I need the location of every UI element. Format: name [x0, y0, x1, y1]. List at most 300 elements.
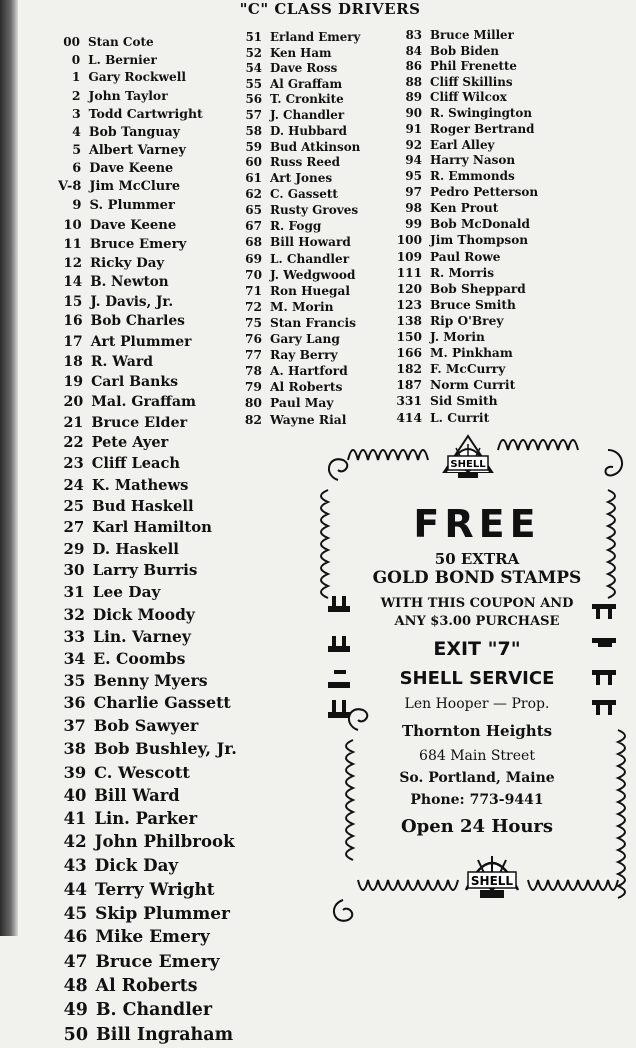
driver-name: C. Wescott [94, 762, 190, 782]
coupon-condition: WITH THIS COUPON AND [380, 596, 574, 611]
driver-name: M. Pinkham [430, 345, 513, 360]
driver-name: Bruce Emery [95, 951, 220, 972]
driver-row [40, 761, 237, 784]
driver-name: Todd Cartwright [88, 105, 203, 121]
driver-name: John Taylor [88, 87, 168, 103]
driver-row [40, 925, 237, 949]
driver-row [40, 332, 237, 352]
car-number: 67 [245, 218, 262, 233]
station-name: SHELL SERVICE [399, 668, 555, 689]
car-number: 123 [396, 297, 422, 312]
stamps-count: 50 EXTRA [434, 550, 520, 568]
driver-row [232, 331, 360, 347]
driver-name: R. Emmonds [430, 169, 515, 184]
car-number: 182 [396, 361, 422, 376]
driver-name: R. Swingington [430, 106, 533, 121]
driver-row [232, 124, 360, 140]
street-address: 684 Main Street [419, 748, 535, 764]
car-number: 44 [63, 878, 87, 899]
car-number: 5 [72, 142, 82, 158]
driver-name: R. Ward [90, 354, 154, 370]
driver-name: Paul May [270, 395, 334, 411]
driver-row [40, 273, 237, 293]
driver-row [392, 59, 538, 75]
driver-name: Dave Keene [89, 160, 174, 176]
purchase-condition: ANY $3.00 PURCHASE [394, 614, 560, 629]
car-number: 50 [63, 1025, 88, 1045]
car-number: 51 [245, 30, 262, 44]
car-number: 2 [71, 87, 81, 103]
exit-label: EXIT "7" [433, 638, 521, 660]
car-number: 20 [63, 394, 84, 411]
driver-name: Al Roberts [95, 975, 198, 996]
driver-name: F. McCurry [430, 361, 506, 376]
car-number: 98 [405, 200, 422, 215]
driver-name: Pedro Petterson [430, 184, 539, 199]
driver-row [40, 901, 237, 925]
car-number: 24 [63, 477, 84, 494]
car-number: 43 [63, 854, 87, 875]
driver-row [40, 582, 237, 604]
driver-row [40, 372, 237, 392]
car-number: 00 [63, 35, 80, 49]
driver-name: Art Plummer [90, 334, 192, 350]
driver-row [232, 77, 360, 93]
car-number: 52 [245, 45, 262, 60]
car-number: 88 [405, 74, 422, 89]
driver-name: J. Wedgwood [270, 267, 356, 282]
driver-row [40, 197, 237, 216]
driver-row [392, 410, 538, 426]
car-number: 27 [63, 518, 85, 537]
car-number: 138 [396, 313, 422, 328]
driver-row [232, 235, 360, 251]
driver-row [392, 345, 538, 361]
car-number: 35 [63, 671, 86, 690]
car-number: 414 [396, 409, 422, 425]
driver-name: Bob Biden [430, 43, 499, 58]
driver-row [392, 44, 538, 60]
driver-name: Earl Alley [430, 137, 495, 152]
driver-name: Bud Atkinson [270, 139, 361, 154]
driver-name: Jim McClure [89, 179, 181, 194]
driver-row [232, 140, 360, 156]
driver-row [40, 974, 237, 999]
driver-row [40, 670, 237, 692]
driver-row [40, 413, 237, 434]
driver-row [40, 392, 237, 412]
car-number: 21 [63, 414, 84, 431]
driver-name: B. Chandler [95, 1000, 213, 1021]
car-number: 80 [244, 395, 262, 411]
car-number: 22 [63, 434, 84, 452]
driver-name: L. Bernier [88, 52, 157, 67]
driver-row [232, 155, 360, 171]
driver-row [40, 160, 237, 179]
driver-row [40, 475, 237, 496]
driver-name: Ron Huegal [270, 283, 350, 298]
driver-row [40, 433, 237, 454]
driver-name: Bill Ward [94, 785, 180, 805]
driver-row [392, 75, 538, 91]
shell-logo-icon [440, 432, 496, 484]
car-number: 49 [63, 1000, 88, 1021]
driver-row [232, 219, 360, 235]
driver-row [232, 267, 360, 283]
driver-name: Charlie Gassett [93, 693, 231, 713]
driver-row [392, 265, 538, 281]
driver-row [40, 123, 237, 141]
driver-name: Bruce Miller [430, 28, 514, 42]
driver-name: T. Cronkite [270, 92, 344, 107]
driver-name: Bruce Emery [89, 236, 187, 252]
driver-row [40, 105, 237, 123]
driver-row [392, 297, 538, 313]
driver-row [40, 692, 237, 715]
driver-row [392, 217, 538, 233]
driver-column-2 [232, 30, 360, 428]
driver-name: Al Graffam [270, 76, 343, 91]
driver-name: Bruce Elder [91, 414, 188, 431]
car-number: 34 [63, 648, 86, 668]
free-heading: FREE [413, 502, 541, 546]
driver-row [232, 299, 360, 315]
driver-row [232, 315, 360, 331]
driver-name: Benny Myers [93, 671, 208, 690]
city-state: So. Portland, Maine [399, 770, 555, 786]
car-number: 54 [245, 61, 262, 76]
driver-name: John Philbrook [94, 831, 235, 852]
car-number: 48 [63, 975, 88, 996]
driver-row [392, 90, 538, 106]
car-number: 187 [396, 377, 422, 393]
driver-name: Albert Varney [89, 142, 186, 158]
driver-row [232, 171, 360, 187]
car-number: 46 [63, 927, 88, 948]
driver-row [232, 347, 360, 363]
car-number: 68 [245, 234, 262, 249]
driver-row [40, 496, 237, 517]
car-number: 100 [396, 232, 422, 247]
driver-name: Mal. Graffam [91, 394, 197, 411]
driver-row [40, 830, 237, 854]
driver-row [392, 393, 538, 409]
car-number: 120 [396, 281, 422, 296]
car-number: 76 [245, 331, 262, 346]
car-number: 31 [63, 582, 85, 601]
car-number: 60 [245, 155, 262, 170]
car-number: 75 [245, 315, 262, 330]
driver-row [40, 312, 237, 332]
driver-name: Bob Bushley, Jr. [93, 738, 237, 758]
driver-name: Phil Frenette [430, 59, 517, 74]
driver-name: Gary Rockwell [88, 70, 187, 85]
driver-name: Roger Bertrand [430, 121, 535, 136]
driver-row [40, 254, 237, 273]
driver-row [392, 153, 538, 169]
driver-row [40, 87, 237, 105]
driver-row [232, 283, 360, 299]
driver-row [232, 379, 360, 395]
driver-row [232, 92, 360, 108]
driver-name: Lin. Varney [93, 626, 191, 646]
driver-row [40, 517, 237, 538]
car-number: 331 [396, 393, 422, 409]
driver-name: A. Hartford [270, 363, 348, 378]
driver-row [232, 412, 360, 428]
driver-name: Bob Charles [90, 313, 185, 330]
driver-name: Ray Berry [270, 347, 338, 362]
driver-name: Sid Smith [430, 393, 498, 409]
car-number: 56 [245, 92, 262, 107]
driver-column-1 [40, 34, 237, 1048]
driver-name: Bruce Smith [430, 297, 516, 312]
driver-name: Pete Ayer [91, 434, 169, 452]
car-number: 99 [405, 216, 422, 231]
car-number: 29 [63, 539, 85, 558]
car-number: 94 [405, 153, 422, 168]
driver-name: E. Coombs [93, 648, 186, 668]
car-number: 3 [71, 105, 81, 121]
driver-row [40, 1023, 237, 1048]
driver-name: Stan Francis [270, 315, 356, 330]
driver-name: Cliff Skillins [430, 74, 513, 89]
car-number: 11 [63, 236, 82, 252]
driver-name: J. Davis, Jr. [90, 293, 174, 310]
driver-row [40, 854, 237, 878]
driver-name: Cliff Leach [91, 455, 180, 473]
shell-coupon-ad [318, 430, 636, 936]
driver-name: Lee Day [92, 582, 161, 601]
driver-name: Ken Prout [430, 200, 499, 215]
driver-row [40, 878, 237, 902]
car-number: 25 [63, 498, 85, 515]
shell-logo-bottom-icon [460, 844, 524, 904]
driver-row [392, 329, 538, 345]
car-number: 86 [405, 59, 422, 74]
driver-name: Lin. Parker [94, 809, 198, 828]
driver-name: Dave Keene [89, 217, 177, 233]
car-number: 30 [63, 561, 85, 580]
section-title: "C" CLASS DRIVERS [239, 0, 421, 18]
car-number: 23 [63, 455, 84, 473]
driver-name: Rusty Groves [270, 202, 359, 217]
driver-row [40, 216, 237, 235]
car-number: 57 [245, 108, 262, 123]
driver-row [392, 201, 538, 217]
car-number: 84 [405, 43, 422, 58]
driver-name: L. Currit [430, 409, 490, 425]
driver-name: Stan Cote [88, 35, 154, 49]
car-number: 71 [245, 283, 262, 298]
driver-row [392, 377, 538, 393]
car-number: 15 [63, 293, 83, 310]
car-number: 109 [396, 249, 422, 264]
car-number: 82 [244, 411, 262, 427]
driver-name: D. Haskell [92, 539, 180, 558]
car-number: 10 [63, 217, 82, 233]
driver-row [392, 106, 538, 122]
car-number: 36 [63, 693, 86, 713]
car-number: 69 [245, 251, 262, 266]
driver-name: Art Jones [270, 171, 333, 186]
driver-row [232, 363, 360, 379]
driver-row [40, 235, 237, 254]
driver-name: Skip Plummer [95, 903, 230, 924]
driver-name: Terry Wright [94, 878, 215, 899]
car-number: 166 [396, 345, 422, 360]
driver-name: Ricky Day [90, 254, 165, 271]
car-number: 9 [72, 197, 82, 213]
driver-name: Dick Moody [92, 605, 195, 624]
car-number: 78 [245, 363, 262, 378]
driver-name: Bob Tanguay [88, 123, 181, 139]
car-number: V-8 [57, 179, 82, 194]
driver-name: Carl Banks [91, 374, 179, 391]
car-number: 95 [405, 169, 422, 184]
driver-name: Gary Lang [270, 331, 340, 346]
driver-row [392, 361, 538, 377]
driver-name: Ken Ham [270, 45, 332, 60]
car-number: 18 [63, 354, 83, 370]
driver-name: Paul Rowe [430, 249, 501, 264]
driver-row [392, 185, 538, 201]
car-number: 45 [63, 903, 88, 924]
car-number: 6 [72, 160, 82, 176]
car-number: 16 [63, 313, 83, 330]
driver-name: Cliff Wilcox [430, 90, 507, 105]
driver-row [392, 281, 538, 297]
driver-column-3 [392, 28, 538, 426]
driver-name: Bill Howard [270, 234, 351, 249]
driver-name: Bob McDonald [430, 216, 530, 231]
driver-name: Karl Hamilton [92, 518, 212, 537]
driver-row [392, 233, 538, 249]
driver-row [40, 141, 237, 159]
car-number: 111 [396, 265, 422, 280]
car-number: 38 [63, 738, 86, 758]
driver-row [40, 715, 237, 738]
driver-row [232, 61, 360, 77]
driver-name: M. Morin [270, 299, 334, 314]
driver-row [232, 187, 360, 203]
car-number: 83 [405, 28, 422, 42]
driver-row [40, 807, 237, 830]
driver-row [40, 52, 237, 70]
phone-number: Phone: 773-9441 [410, 792, 544, 808]
driver-row [40, 178, 237, 197]
driver-name: Bob Sawyer [93, 716, 199, 735]
svg-text:SHELL: SHELL [450, 459, 486, 470]
driver-row [40, 69, 237, 87]
driver-row [392, 313, 538, 329]
driver-row [40, 34, 237, 52]
car-number: 58 [245, 123, 262, 138]
driver-name: S. Plummer [89, 197, 175, 213]
driver-name: Norm Currit [430, 377, 516, 393]
car-number: 1 [71, 70, 81, 85]
car-number: 61 [245, 171, 262, 186]
car-number: 19 [63, 374, 84, 391]
driver-row [232, 203, 360, 219]
car-number: 65 [245, 202, 262, 217]
car-number: 4 [72, 123, 81, 139]
driver-row [232, 251, 360, 267]
driver-row [40, 738, 237, 761]
driver-name: Bud Haskell [92, 498, 194, 515]
driver-name: J. Morin [430, 329, 485, 344]
driver-name: B. Newton [90, 274, 169, 291]
stamps-brand: GOLD BOND STAMPS [372, 568, 582, 588]
driver-name: Bill Ingraham [96, 1025, 234, 1045]
driver-name: Rip O'Brey [430, 313, 504, 328]
driver-name: C. Gassett [270, 186, 338, 201]
car-number: 37 [63, 716, 86, 735]
location-name: Thornton Heights [401, 722, 553, 740]
driver-row [392, 249, 538, 265]
car-number: 32 [63, 605, 85, 624]
driver-name: Dave Ross [270, 61, 338, 76]
driver-row [40, 648, 237, 670]
driver-row [40, 352, 237, 372]
car-number: 14 [63, 274, 83, 291]
driver-row [40, 626, 237, 648]
driver-name: K. Mathews [91, 477, 189, 494]
driver-name: Dick Day [94, 854, 179, 875]
driver-row [232, 395, 360, 411]
car-number: 41 [63, 809, 87, 828]
hours: Open 24 Hours [400, 816, 554, 837]
driver-name: Mike Emery [95, 927, 210, 948]
car-number: 47 [63, 951, 88, 972]
driver-name: L. Chandler [270, 251, 350, 266]
driver-row [40, 784, 237, 807]
car-number: 90 [405, 106, 422, 121]
driver-name: R. Morris [430, 265, 495, 280]
car-number: 70 [245, 267, 262, 282]
car-number: 72 [245, 299, 262, 314]
driver-row [392, 28, 538, 44]
driver-row [392, 122, 538, 138]
car-number: 33 [63, 626, 86, 646]
driver-name: D. Hubbard [270, 123, 347, 138]
car-number: 55 [245, 76, 262, 91]
driver-row [40, 998, 237, 1023]
driver-row [232, 108, 360, 124]
svg-text:SHELL: SHELL [470, 874, 514, 888]
car-number: 0 [71, 52, 81, 67]
car-number: 97 [405, 184, 422, 199]
driver-name: Erland Emery [270, 30, 361, 44]
driver-row [40, 560, 237, 582]
driver-name: Harry Nason [430, 153, 516, 168]
page-binding-edge [0, 0, 18, 936]
car-number: 59 [245, 139, 262, 154]
car-number: 17 [63, 334, 83, 350]
driver-row [40, 950, 237, 974]
driver-name: Russ Reed [270, 155, 341, 170]
driver-name: J. Chandler [270, 108, 345, 123]
car-number: 79 [244, 379, 262, 395]
driver-row [40, 604, 237, 626]
driver-row [40, 539, 237, 561]
driver-row [392, 169, 538, 185]
driver-name: Bob Sheppard [430, 281, 526, 296]
driver-name: Al Roberts [270, 379, 343, 395]
car-number: 62 [245, 186, 262, 201]
car-number: 42 [63, 831, 87, 852]
driver-name: Jim Thompson [430, 232, 529, 247]
